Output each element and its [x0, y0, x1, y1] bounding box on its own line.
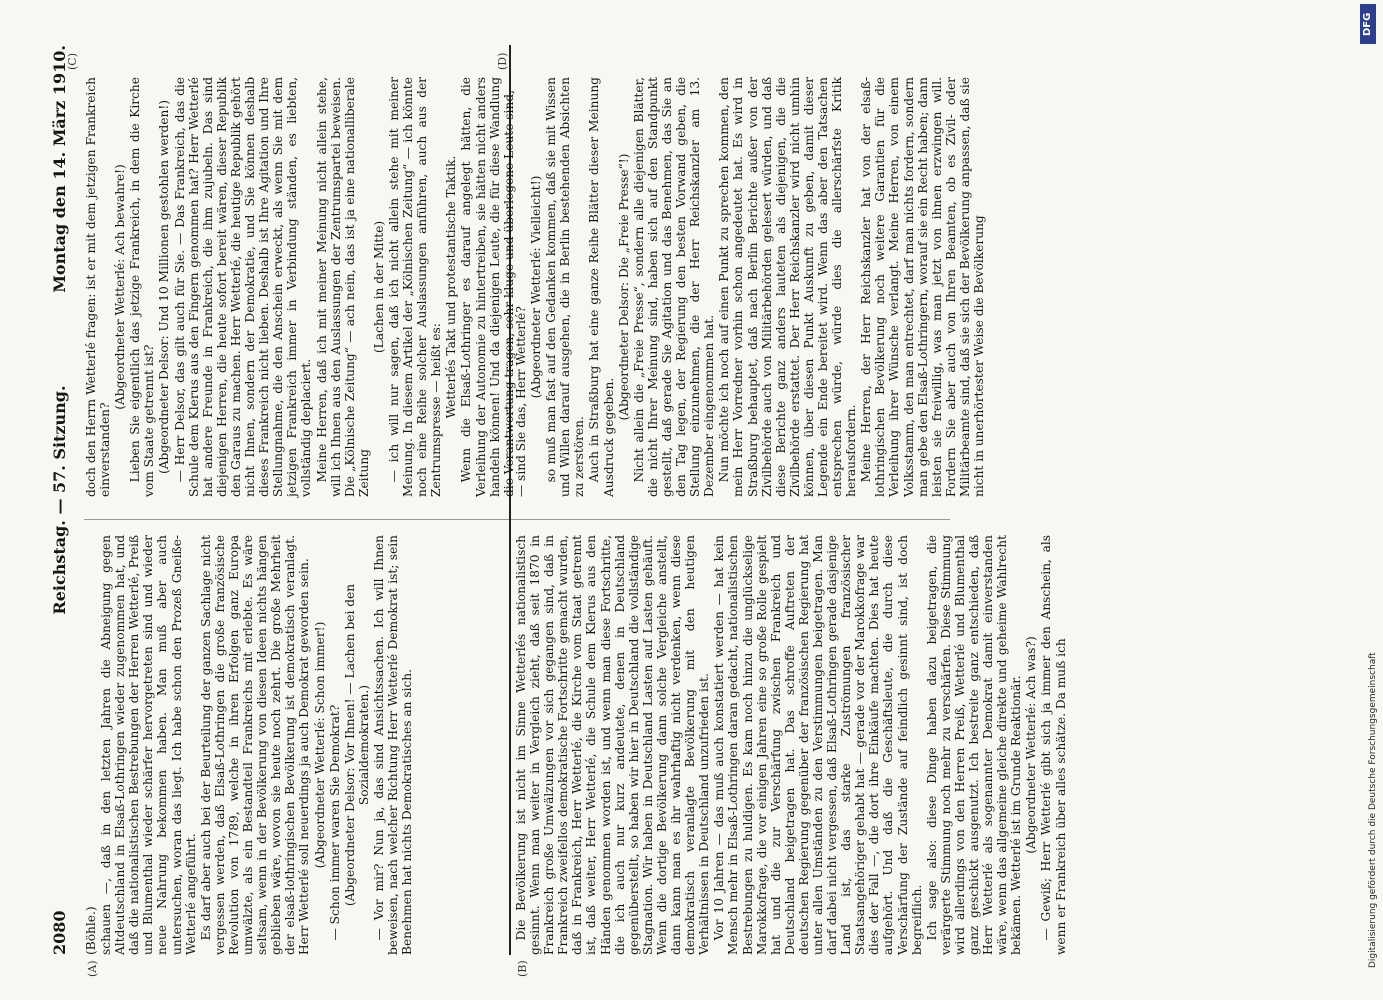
- paragraph: — Gewiß; Herr Wetterlé gibt sich ja immer den Anschein, als wenn er Frankreich über alles schätze. Da muß ich: [1039, 535, 1068, 955]
- paragraph: schauen —, daß in den letzten Jahren die Abneigung gegen Altdeutschland in Elsaß-Lothringen wieder zugenommen hat, und daß die nationalistischen Bestrebungen der Herren Wetterlé, Preiß und Blumenthal wieder schärfer hervorgetreten sind und wieder neue Nahrung bekommen haben. Man muß aber auch untersuchen, woran das liegt. Ich habe schon den Prozeß Gneiße-Wetterlé angeführt.: [99, 535, 198, 955]
- paragraph: — sind Sie das, Herr Wetterlé?: [514, 306, 528, 497]
- margin-mark-b: (B): [516, 960, 529, 977]
- page-number: 2080: [50, 910, 69, 955]
- paragraph: Meine Herren, der Herr Reichskanzler hat von der elsaß-lothringischen Bevölkerung noch weitere Garantien für die Verleihung ihrer Wünsche verlangt. Meine Herren, von einem Volksstamm, den man entrechtet, darf man nichts fordern, sondern man gebe den Elsaß-Lothringern, worauf sie ein Recht haben; dann leisten sie freiwillig, was man jetzt von ihnen erzwingen will. Fordern Sie aber auch von Ihren Beamten, ob es Zivil- oder Militärbeamte sind, daß sie sich der Bevölkerung anpassen, daß sie nicht in unerhörtester Weise die Bevölkerung: [859, 77, 986, 497]
- paragraph: Auch in Straßburg hat eine ganze Reihe Blätter dieser Meinung Ausdruck gegeben.: [587, 77, 616, 497]
- interjection: (Abgeordneter Delsor: Und 10 Millionen gestohlen werden!): [157, 99, 172, 475]
- rotated-page-content: [50, 45, 1305, 977]
- paragraph: — Herr Delsor, das gilt auch für Sie. — Das Frankreich, das die Schule dem Klerus aus den Fingern genommen hat? Herr Wetterlé hat andere Freunde in Frankreich, die ihm zujubeln. Das sind diejenigen Herren, die heute sofort bereit wären, dieser Republik den Garaus zu machen. Herr Wetterlé, die heutige Republik gehört nicht Ihnen, sondern der Demokratie, und Sie können deshalb dieses Frankreich nicht lieben. Deshalb ist Ihre Agitation und Ihre Stellungnahme, die den Anschein erweckt, als wenn Sie mit dem jetzigen Frankreich immer in Verbindung ständen, es liebten, vollständig deplaciert.: [172, 77, 314, 497]
- page-header: [50, 45, 72, 955]
- quote-paragraph: Wenn die Elsaß-Lothringer es darauf angelegt hätten, die Verleihung der Autonomie zu hintertreiben, sie hätten nicht anders handeln können! Und da diejenigen Leute, die für diese Wandlung die Verantwortung tragen, sehr kluge und überlegene Leute sind,: [459, 77, 516, 497]
- paragraph: Lieben Sie eigentlich das jetzige Frankreich, in dem die Kirche vom Staate getrennt ist?: [128, 77, 157, 497]
- paragraph: Es darf aber auch bei der Beurteilung der ganzen Sachlage nicht vergessen werden, daß Elsaß-Lothringen die große französische Revolution von 1789, welche in ihren Erfolgen ganz Europa umwälzte, als ein Bestandteil Frankreichs mit erlebte. Es wäre seltsam, wenn in der Bevölkerung von diesen Ideen nichts hängen geblieben wäre, wovon sie heute noch zehrt. Die große Mehrheit der elsaß-lothringischen Bevölkerung ist demokratisch veranlagt. Herr Wetterlé soll neuerdings ja auch Demokrat geworden sein.: [198, 535, 312, 955]
- dfg-logo: DFG: [1360, 4, 1376, 44]
- session-date: Montag den 14. März 1910.: [50, 45, 69, 293]
- quote-paragraph: so muß man fast auf den Gedanken kommen, daß sie mit Wissen und Willen darauf ausgehen, die in Berlin bestehenden Absichten zu zerstören.: [544, 77, 587, 497]
- interjection: (Abgeordneter Wetterlé: Ach was?): [1024, 636, 1039, 854]
- column-divider: [84, 519, 950, 520]
- text-column-1: [84, 535, 509, 955]
- paragraph: Meine Herren, daß ich mit meiner Meinung nicht allein stehe, will ich Ihnen aus den Auslassungen der Zentrumspartei beweisen. Die „Kölnische Zeitung“ — ach nein, das ist ja eine nationalliberale Zeitung: [314, 77, 371, 497]
- interjection: (Abgeordneter Delsor: Vor Ihnen! — Lachen bei den Sozialdemokraten.): [342, 583, 371, 907]
- paragraph: doch den Herrn Wetterlé fragen: ist er mit dem jetzigen Frankreich einverstanden?: [84, 77, 113, 497]
- interjection: (Abgeordneter Wetterlé: Ach bewahre!): [113, 164, 128, 410]
- interjection: (Abgeordneter Delsor: Die „Freie Presse“!): [616, 153, 631, 421]
- paragraph: Nicht allein die „Freie Presse“, sondern alle diejenigen Blätter, die nicht Ihrer Meinung sind, haben sich auf den Standpunkt gestellt, daß gerade Sie Agitation und das Benehmen, das Sie an den Tag legen, der Regierung den besten Vorwand geben, die Stellung einzunehmen, die der Herr Reichskanzler am 13. Dezember eingenommen hat.: [631, 77, 717, 497]
- interjection: (Lachen in der Mitte): [371, 220, 386, 354]
- paragraph: — Vor mir? Nun ja, das sind Ansichtssachen. Ich will Ihnen beweisen, nach welcher Richtung Herr Wetterlé Demokrat ist; sein Benehmen hat nichts Demokratisches an sich.: [371, 535, 415, 955]
- paragraph: — Schon immer waren Sie Demokrat?: [327, 704, 342, 941]
- margin-mark-a: (A): [86, 960, 99, 977]
- session-title: Reichstag. — 57. Sitzung.: [50, 385, 69, 615]
- margin-mark-d: (D): [496, 52, 509, 70]
- margin-mark-c: (C): [66, 53, 79, 70]
- text-column-3: [84, 77, 516, 497]
- digitization-credit: Digitalisierung gefördert durch die Deutsche Forschungsgemeinschaft: [1368, 652, 1378, 968]
- paragraph: Vor 10 Jahren — das muß auch konstatiert werden — hat kein Mensch mehr in Elsaß-Lothringen daran gedacht, nationalistischen Bestrebungen zu huldigen. Es kam noch hinzu die unglückselige Marokkofrage, die vor einigen Jahren eine so große Rolle gespielt hat und die zur Verschärfung zwischen Frankreich und Deutschland beigetragen hat. Das schroffe Auftreten der deutschen Regierung gegenüber der französischen Regierung hat unter allen Umständen zu den Verstimmungen beigetragen. Man darf dabei nicht vergessen, daß Elsaß-Lothringen gerade dasjenige Land ist, das starke Zuströmungen französischer Staatsangehöriger gehabt hat — gerade vor der Marokkofrage war dies der Fall —, die dort ihre Einkäufe machten. Dies hat heute aufgehört. Und daß die Geschäftsleute, die durch diese Verschärfung der Zustände auf feindlich gesinnt sind, ist doch begreiflich.: [712, 535, 924, 955]
- paragraph: (Böhle.): [84, 906, 98, 955]
- text-column-4: [514, 77, 986, 497]
- paragraph: Nun möchte ich noch auf einen Punkt zu sprechen kommen, den mein Herr Vorredner vorhin schon angedeutet hat. Es wird in Straßburg behauptet, daß nach Berlin Berichte außer von der Zivilbehörde auch von Militärbehörden gelesert würden, und daß diese Berichte ganz anders lauteten als diejenigen, die die Zivilbehörde erstattet. Der Herr Reichskanzler wird nicht umhin können, über diesen Punkt Auskunft zu geben, damit dieser Legende ein Ende bereitet wird. Wenn das aber den Tatsachen entsprechen würde, würde dies die allerschärfste Kritik herausfordern.: [717, 77, 859, 497]
- interjection: (Abgeordneter Wetterlé: Schon immer!): [312, 621, 327, 869]
- interjection: (Abgeordneter Wetterlé: Vielleicht!): [529, 175, 544, 399]
- paragraph: Ich sage also: diese Dinge haben dazu beigetragen, die verärgerte Stimmung noch mehr zu verschärfen. Diese Stimmung wird allerdings von den Herren Preiß, Wetterlé und Blumenthal ganz geschickt ausgenutzt. Ich bestreite ganz entschieden, daß Herr Wetterlé als sogenannter Demokrat damit einverstanden wäre, wenn das allgemeine gleiche direkte und geheime Wahlrecht bekämen. Wetterlé ist im Grunde Reaktionär.: [924, 535, 1024, 955]
- quote-heading: Wetterlés Takt und protestantische Taktik.: [444, 155, 459, 419]
- paragraph: Die Bevölkerung ist nicht im Sinne Wetterlés nationalistisch gesinnt. Wenn man weiter in Vergleich zieht, daß seit 1870 in Frankreich große Umwälzungen vor sich gegangen sind, daß in Frankreich zweifellos demokratische Fortschritte gemacht wurden, daß in Frankreich, Herr Wetterlé, die Kirche vom Staat getrennt ist, daß weiter, Herr Wetterlé, die Schule dem Klerus aus den Händen genommen worden ist, und wenn man diese Fortschritte, die ich auch nur kurz andeutete, denen in Deutschland gegenüberstellt, so haben wir hier in Deutschland die vollständige Stagnation. Wir haben in Deutschland Lasten auf Lasten gehäuft. Wenn die dortige Bevölkerung dann solche Vergleiche anstellt, dann kann man es ihr wahrhaftig nicht verdenken, wenn diese demokratisch veranlagte Bevölkerung mit den heutigen Verhältnissen in Deutschland unzufrieden ist.: [514, 535, 712, 955]
- text-column-2: [514, 535, 1068, 955]
- paragraph: — ich will nur sagen, daß ich nicht allein stehe mit meiner Meinung. In diesem Artikel der „Kölnischen Zeitung“ — ich könnte noch eine Reihe solcher Auslassungen anführen, auch aus der Zentrumspresse — heißt es:: [386, 77, 444, 497]
